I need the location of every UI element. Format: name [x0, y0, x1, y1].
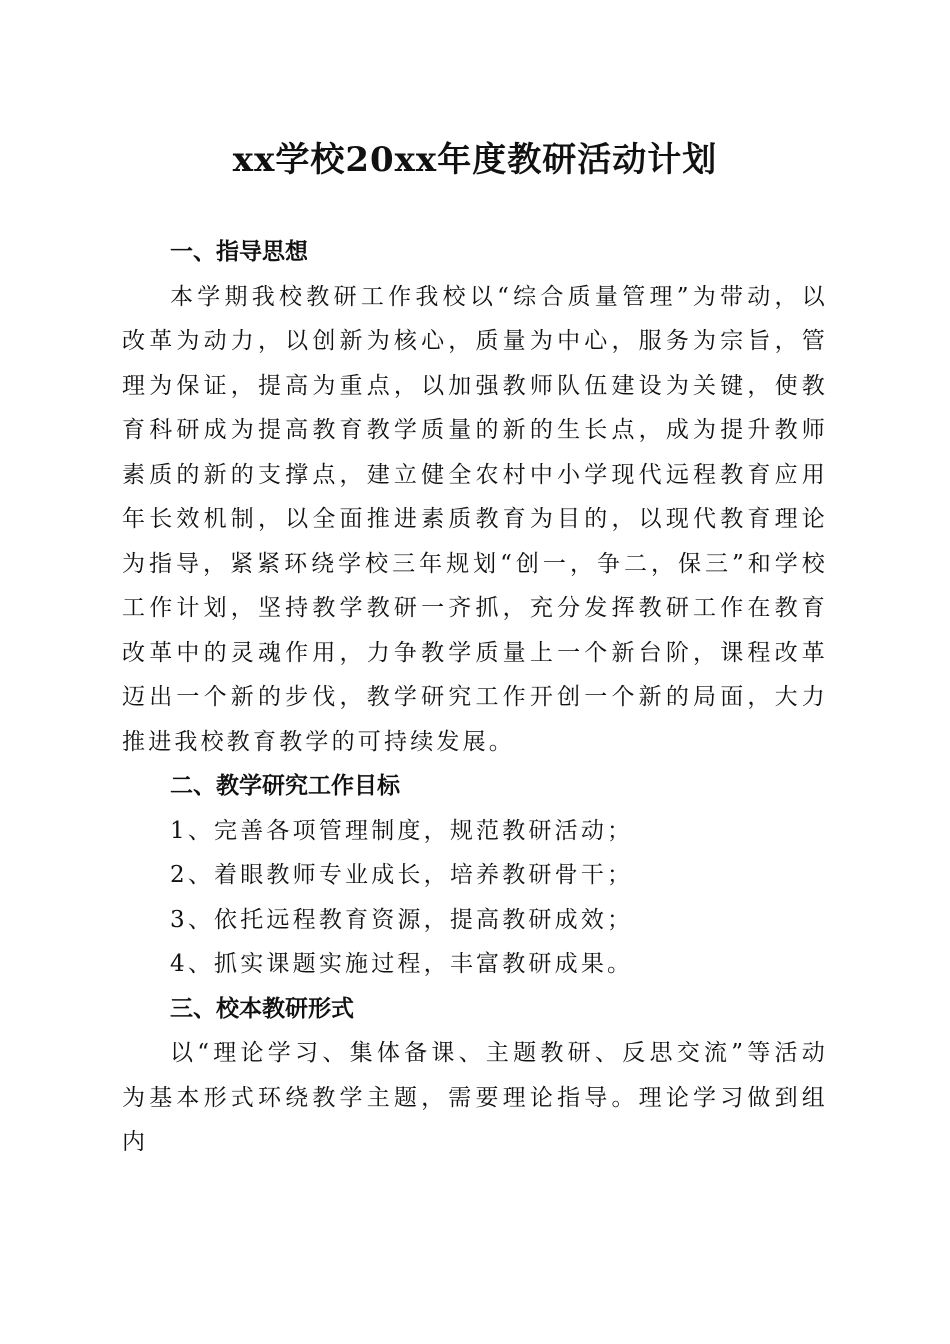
- section-heading-research-goals: 二、教学研究工作目标: [170, 773, 400, 799]
- section-heading-research-forms: 三、校本教研形式: [170, 995, 354, 1022]
- goal-list-item: 1、完善各项管理制度，规范教研活动；: [170, 817, 634, 844]
- goal-list-item: 2、着眼教师专业成长，培养教研骨干；: [170, 862, 634, 888]
- document-body: [122, 230, 828, 1165]
- goal-list-item: 4、抓实课题实施过程，丰富教研成果。: [170, 951, 634, 977]
- document-title: xx学校20xx年度教研活动计划: [232, 140, 718, 180]
- section-paragraph-guiding-ideology: 本学期我校教研工作我校以“综合质量管理”为带动，以改革为动力，以创新为核心，质量为中心，服务为宗旨，管理为保证，提高为重点，以加强教师队伍建设为关键，使教育科研成为提高教育教学质量的新的生长点，成为提升教师素质的新的支撑点，建立健全农村中小学现代远程教育应用年长效机制，以全面推进素质教育为目的，以现代教育理论为指导，紧紧环绕学校三年规划“创一，争二，保三”和学校工作计划，坚持教学教研一齐抓，充分发挥教研工作在教育改革中的灵魂作用，力争教学质量上一个新台阶，课程改革迈出一个新的步伐，教学研究工作开创一个新的局面，大力推进我校教育教学的可持续发展。: [122, 283, 828, 755]
- goal-list-item: 3、依托远程教育资源，提高教研成效；: [170, 906, 634, 933]
- section-heading-guiding-ideology: 一、指导思想: [170, 239, 308, 265]
- section-paragraph-research-forms: 以“理论学习、集体备课、主题教研、反思交流”等活动为基本形式环绕教学主题，需要理论指导。理论学习做到组内: [122, 1040, 828, 1155]
